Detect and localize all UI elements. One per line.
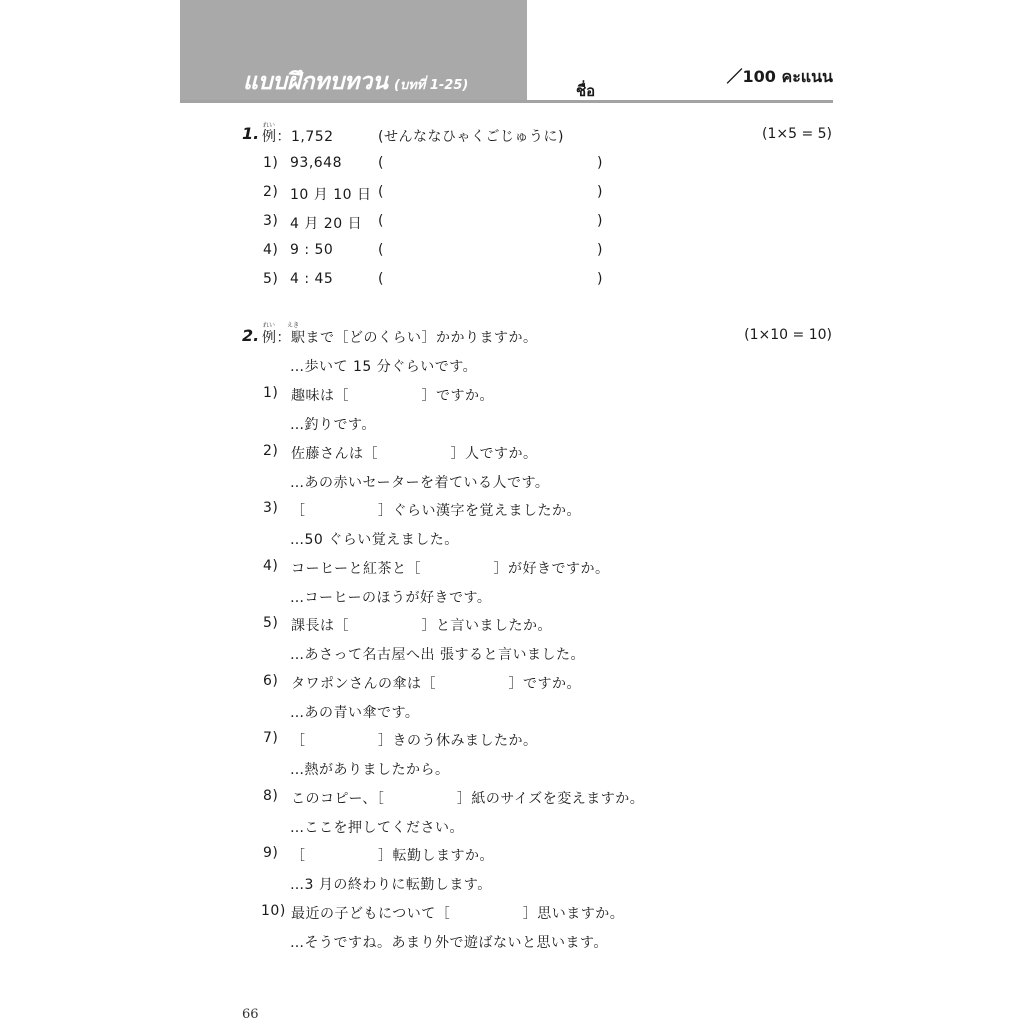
section2-item-answer: …釣りです。 — [290, 417, 376, 433]
section2-points: (1×10 = 10) — [744, 327, 832, 343]
title-text: แบบฝึกทบทวน — [243, 69, 388, 95]
section1-item-paren-open: ( — [378, 213, 384, 229]
section2-number: 2. — [242, 326, 260, 345]
section2-item-question: ［ ］ぐらい漢字を覚えましたか。 — [291, 503, 581, 519]
section2-item-question: 課長は［ ］と言いましたか。 — [291, 618, 552, 634]
section1-example-label: 例 — [262, 129, 277, 145]
section2-example — [262, 327, 538, 347]
section1-item-number: 4) — [263, 242, 279, 258]
section2-item-question: 佐藤さんは［ ］人ですか。 — [291, 445, 538, 462]
section1-item-text: 93,648 — [290, 155, 342, 171]
section2-item-number: 3) — [263, 500, 279, 516]
section1-example — [262, 126, 334, 146]
section2-example-ruby: れい えき — [263, 322, 300, 329]
section1-item-paren-open: ( — [378, 155, 384, 171]
section2-item-number: 9) — [263, 845, 279, 861]
section2-item-answer: …そうですね。あまり外で遊ばないと思います。 — [290, 934, 608, 951]
section2-item-question: ［ ］きのう休みましたか。 — [291, 733, 538, 749]
score-label: ／100 คะแนน — [726, 67, 833, 86]
section1-item-number: 3) — [263, 213, 279, 229]
section2-item-question: コーヒーと紅茶と［ ］が好きですか。 — [291, 560, 610, 577]
section1-item-paren-open: ( — [378, 271, 384, 287]
section1-item-paren-open: ( — [378, 184, 384, 200]
section1-points: (1×5 = 5) — [761, 126, 832, 142]
section1-item-number: 2) — [263, 184, 279, 200]
section2-item-number: 10) — [261, 902, 286, 919]
section2-item-answer: …ここを押してください。 — [290, 819, 464, 836]
section1-item-text: 9 : 50 — [290, 242, 334, 258]
section2-item-answer: …熱がありましたから。 — [290, 762, 450, 778]
section2-item-answer: …あさって名古屋へ出 張すると言いました。 — [290, 647, 585, 663]
section2-item-answer: …50 ぐらい覚えました。 — [290, 532, 459, 548]
section1-example-ruby: れい — [263, 122, 276, 129]
title-subtitle: (บทที่ 1-25) — [394, 78, 469, 93]
section1-item-paren-open: ( — [378, 242, 384, 258]
section1-item-number: 5) — [263, 271, 279, 287]
section2-item-answer: …コーヒーのほうが好きです。 — [290, 589, 492, 606]
section2-item-number: 8) — [263, 787, 279, 804]
page-number: 66 — [242, 1007, 259, 1022]
section2-item-question: このコピー、［ ］紙のサイズを変えますか。 — [291, 790, 645, 807]
section1-example-answer: (せんななひゃくごじゅうに) — [378, 129, 564, 145]
section1-item-paren-close: ) — [597, 271, 603, 287]
section1-item-text: 10 月 10 日 — [290, 187, 372, 203]
section2-item-question: 趣味は［ ］ですか。 — [291, 388, 494, 404]
section1-example-value: ：1,752 — [276, 129, 334, 145]
section2-item-number: 5) — [263, 615, 279, 631]
header-rule — [180, 100, 833, 103]
section1-number: 1. — [242, 124, 260, 143]
section1-item-paren-close: ) — [597, 184, 603, 200]
section1-item-number: 1) — [263, 155, 279, 171]
section2-example-label: 例 — [262, 330, 277, 346]
section1-item-text: 4 月 20 日 — [290, 216, 363, 232]
section2-item-answer: …3 月の終わりに転勤します。 — [290, 877, 492, 893]
section2-item-answer: …あの赤いセーターを着ている人です。 — [290, 474, 550, 491]
section2-item-number: 7) — [263, 730, 279, 746]
section2-item-number: 6) — [263, 672, 279, 689]
section2-item-question: ［ ］転勤しますか。 — [291, 848, 494, 864]
section2-item-question: タワポンさんの傘は［ ］ですか。 — [291, 675, 581, 692]
section2-item-number: 4) — [263, 557, 279, 574]
section2-example-answer: …歩いて 15 分ぐらいです。 — [290, 359, 478, 375]
section2-item-number: 1) — [263, 385, 279, 401]
section2-item-number: 2) — [263, 442, 279, 459]
section1-item-paren-close: ) — [597, 213, 603, 229]
section1-item-paren-close: ) — [597, 242, 603, 258]
section1-item-paren-close: ) — [597, 155, 603, 171]
section2-item-question: 最近の子どもについて［ ］思いますか。 — [291, 905, 625, 922]
section1-item-text: 4 : 45 — [290, 271, 334, 287]
page-title — [243, 64, 468, 100]
name-label: ชื่อ — [576, 82, 596, 100]
section2-item-answer: …あの青い傘です。 — [290, 704, 420, 721]
section2-example-question: ：駅まで［どのくらい］かかりますか。 — [276, 330, 538, 346]
